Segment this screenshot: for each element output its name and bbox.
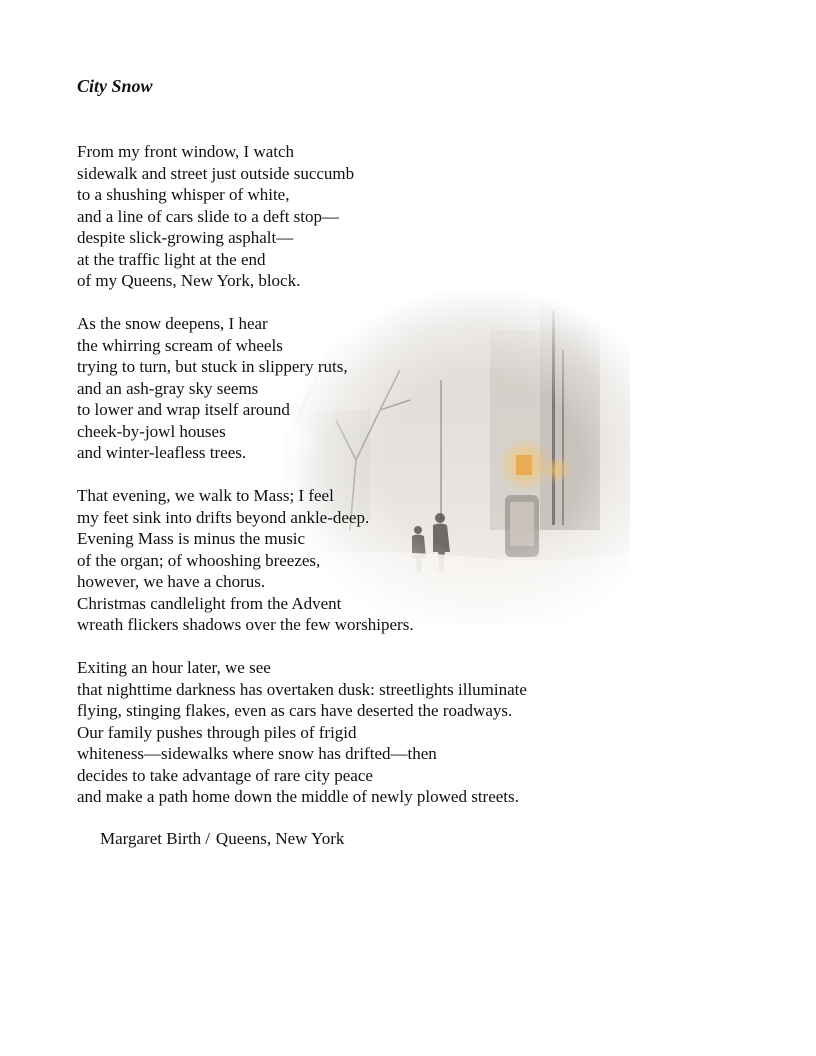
- stanza-2: [77, 313, 777, 464]
- poem-line: flying, stinging flakes, even as cars have deserted the roadways.: [77, 701, 513, 720]
- stanza-3: [77, 485, 777, 636]
- poem-line: sidewalk and street just outside succumb: [77, 163, 355, 183]
- poem-line: and an ash-gray sky seems: [77, 378, 259, 398]
- poem-line: From my front window, I watch: [77, 142, 295, 161]
- poem-line: trying to turn, but stuck in slippery ruts,: [77, 357, 348, 376]
- poem-title: City Snow: [77, 76, 153, 96]
- stanza-4: [77, 657, 777, 808]
- poem-body: [77, 141, 777, 829]
- poem-line: That evening, we walk to Mass; I feel: [77, 486, 334, 505]
- author-name: Margaret Birth: [100, 829, 202, 848]
- poem-line: at the traffic light at the end: [77, 249, 266, 269]
- poem-line: my feet sink into drifts beyond ankle-deep.: [77, 507, 370, 527]
- poem-line: despite slick-growing asphalt—: [77, 228, 294, 247]
- poem-line: Exiting an hour later, we see: [77, 658, 271, 677]
- poem-line: of my Queens, New York, block.: [77, 271, 301, 290]
- poem-line: Our family pushes through piles of frigid: [77, 722, 357, 742]
- stanza-1: [77, 141, 777, 292]
- poem-line: and make a path home down the middle of newly plowed streets.: [77, 787, 519, 806]
- poem-line: of the organ; of whooshing breezes,: [77, 550, 321, 570]
- poem-line: to a shushing whisper of white,: [77, 185, 290, 204]
- poem-line: As the snow deepens, I hear: [77, 314, 268, 333]
- poem-line: to lower and wrap itself around: [77, 400, 290, 419]
- poem-line: whiteness—sidewalks where snow has drifted—then: [77, 744, 437, 763]
- poem-line: and a line of cars slide to a deft stop—: [77, 206, 340, 226]
- author-separator: /: [205, 829, 210, 848]
- author-location: Queens, New York: [215, 829, 345, 848]
- poem-line: cheek-by-jowl houses: [77, 421, 226, 441]
- poem-line: that nighttime darkness has overtaken dusk: streetlights illuminate: [77, 679, 527, 699]
- poem-line: wreath flickers shadows over the few worshipers.: [77, 615, 414, 634]
- poem-line: Christmas candlelight from the Advent: [77, 593, 342, 613]
- poem-line: decides to take advantage of rare city peace: [77, 765, 373, 785]
- poem-line: Evening Mass is minus the music: [77, 529, 306, 548]
- author-signature: [100, 828, 344, 850]
- poem-line: and winter-leafless trees.: [77, 443, 247, 462]
- poem-line: however, we have a chorus.: [77, 572, 266, 591]
- poem-line: the whirring scream of wheels: [77, 335, 283, 355]
